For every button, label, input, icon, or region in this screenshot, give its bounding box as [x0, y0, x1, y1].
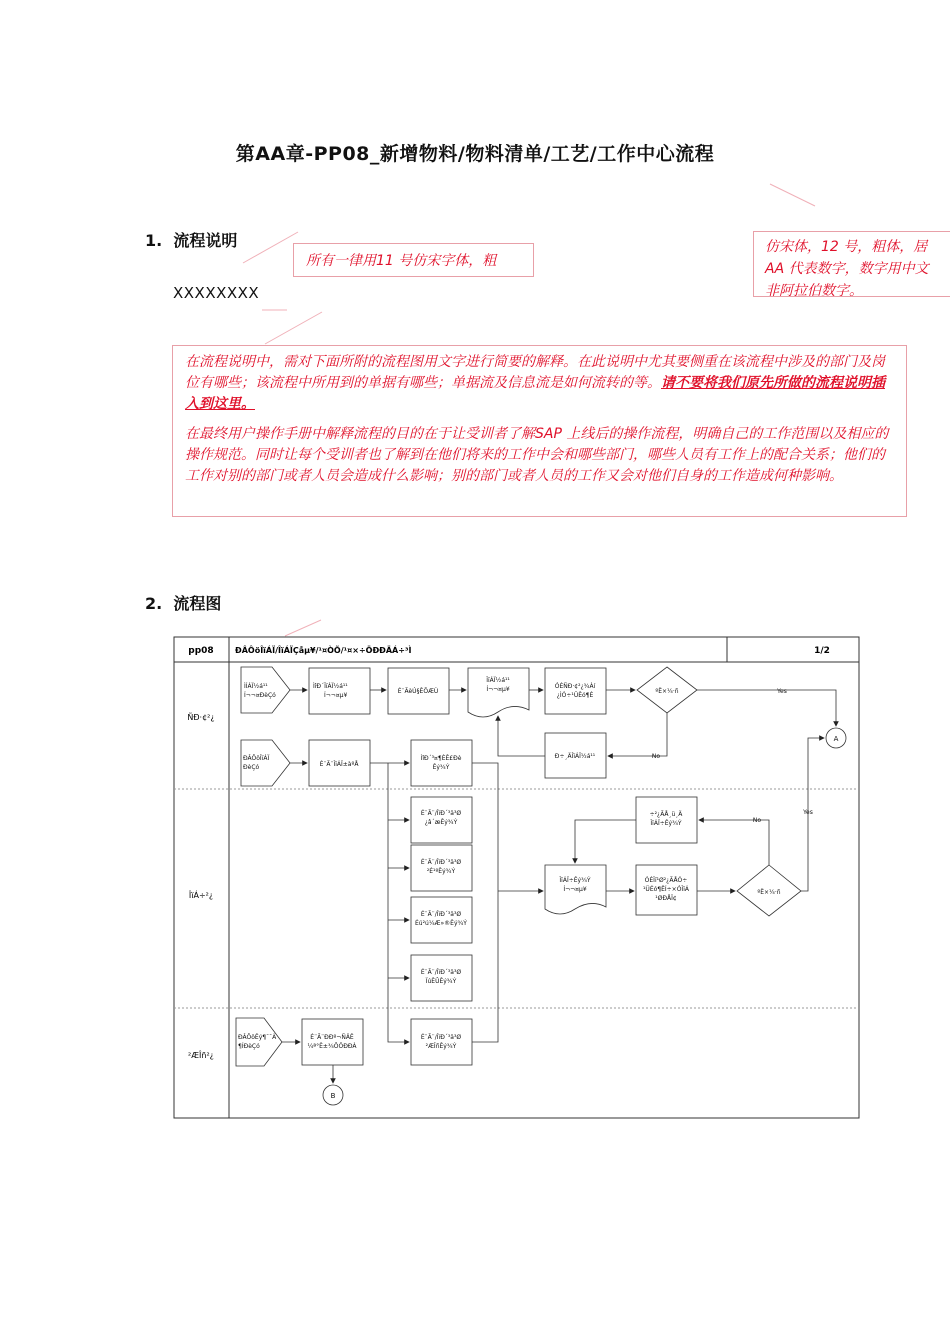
process-shape-review: [545, 668, 606, 714]
no1-label: No: [651, 753, 661, 760]
start3-label: ¶ÍÐèÇó: [238, 1043, 260, 1050]
start-shape-new-material: [241, 740, 290, 786]
process-shape-finance-data: [411, 1019, 472, 1065]
flowchart-title: ÐÂÔöÎïÁÏ/ÎïÁÏÇåµ¥/¹¤ÒÕ/¹¤×÷ÖÐÐÄÁ÷³Ì: [235, 646, 412, 655]
proc6-label: ÎïÁÏ÷Êý¾Ý: [650, 820, 682, 827]
start-shape-finance: [236, 1018, 282, 1066]
proc7-label: ÓÉÎï¹Ø²¿ÃÅÓ÷: [644, 877, 688, 884]
flowchart-page: 1/2: [814, 646, 830, 656]
mm5-label: É¨Ã¨/ÎïÐ´³ä³Ø: [420, 1034, 462, 1041]
flowchart-frame: [174, 637, 859, 1118]
proc7-label: ¹ØÐÅÏ¢: [655, 895, 677, 902]
process-shape-finance-calc: [302, 1019, 363, 1065]
explanation-para1-text: 在流程说明中，需对下面所附的流程图用文字进行简要的解释。在此说明中尤其要侧重在该流程中涉及的部门及岗位有哪些；该流程中所用到的单据有哪些；单据流及信息流是如何流转的等。: [185, 354, 885, 391]
wave1-label: Í¬¬¤µ¥: [486, 686, 510, 693]
start2-label: ÐèÇó: [243, 764, 260, 771]
section2-title: 流程图: [173, 594, 222, 613]
decision2-label: ºË×¼·ñ: [757, 889, 781, 896]
lane-label-finance: ²ÆÎñ²¿: [188, 1051, 214, 1060]
mm1-label: ¿â´æÊý¾Ý: [424, 819, 458, 826]
yes2-label: Yes: [803, 809, 813, 816]
explanation-warning: 请不要将我们原先所做的流程说明插入到这里。: [185, 375, 885, 412]
doc1-label: Í¬¬¤µ¥: [324, 692, 348, 699]
connector-a-label: A: [833, 735, 839, 743]
proc1-label: É¨ÃèÚ§ÊÕÆÙ: [397, 688, 439, 695]
wave2-label: ÎïÁÏ÷Êý¾Ý: [559, 877, 591, 884]
connector-b-label: B: [330, 1092, 336, 1100]
proc8-label: ¼ª°Ê±¾ÔÖÐÐÀ: [307, 1043, 357, 1050]
font-note: 所有一律用11 号仿宋字体，粗: [306, 253, 497, 269]
proc8-label: É¨Ã¨ÐÐº¬ÑÄÊ: [310, 1034, 354, 1041]
explanation-para2: 在最终用户操作手册中解释流程的目的在于让受训者了解SAP 上线后的操作流程，明确自己的工作范围以及相应的操作规范。同时让每个受训者也了解到在他们将来的工作中会和哪些部门，哪些人员有工作上的配合关系；他们的工作对别的部门或者人员会造成什么影响；别的部门或者人员的工作又会对他们自身的工作造成何种影响。: [185, 426, 889, 484]
mm1-label: É¨Ã¨/ÎïÐ´³ä³Ø: [420, 810, 462, 817]
start1-label: Í¬¬¤ÐèÇó: [244, 692, 276, 699]
number-note-line: 仿宋体，12 号，粗体，居: [765, 239, 928, 255]
process-shape-fill-data: [411, 740, 472, 786]
yes1-label: Yes: [777, 688, 787, 695]
placeholder-text: XXXXXXXX: [173, 284, 260, 302]
page-title: 第AA章-PP08_新增物料/物料清单/工艺/工作中心流程: [235, 143, 715, 165]
doc1-label: ÌîÐ´ÎïÁÏ½á¹¹: [313, 683, 348, 690]
mm3-label: Éú²ú¼Æ»®Êý¾Ý: [415, 920, 467, 927]
section1-title: 流程说明: [173, 231, 238, 250]
start1-label: ÌÍÁÏ½á¹¹: [244, 683, 268, 690]
section1-number: 1.: [145, 231, 163, 250]
proc5-label: ÌîÐ´³¤¶ÈÊ£Ðè: [420, 755, 462, 762]
mm2-label: É¨Ã¨/ÎïÐ´³ä³Ø: [420, 859, 462, 866]
proc2-label: ¿ÌÓ÷¹ÜÊó¶É: [556, 692, 594, 699]
proc7-label: ¹ÜÉó¶ËÍ÷×ÓÎïÁ: [643, 886, 689, 893]
decision1-label: ºË×¼·ñ: [655, 688, 679, 695]
no2-label: No: [752, 817, 762, 824]
proc3-label: Ð÷¸ÄÎïÁÏ½á¹¹: [554, 753, 596, 760]
number-note-line: 非阿拉伯数字。: [765, 283, 863, 297]
start-shape-structure: [241, 667, 290, 713]
mm3-label: É¨Ã¨/ÎïÐ´³ä³Ø: [420, 911, 462, 918]
wave2-label: Í¬¬¤µ¥: [563, 886, 587, 893]
mm4-label: É¨Ã¨/ÎïÐ´³ä³Ø: [420, 969, 462, 976]
lane-label-logistics: ÎïÁ÷²¿: [188, 891, 214, 900]
mm5-label: ²ÆÎñÊý¾Ý: [425, 1043, 457, 1050]
wave1-label: ÎïÁÏ½á¹¹: [486, 677, 510, 684]
mm2-label: ²É¹ºÊý¾Ý: [426, 868, 456, 875]
proc6-label: ÷²¿ÃÅ¸ü¸Ä: [649, 811, 683, 818]
start2-label: ÐÂÔöÎïÁÏ: [243, 755, 270, 762]
doc-shape-fill-form: [309, 668, 370, 714]
lane-label-rd: ÑÐ·¢²¿: [187, 713, 215, 722]
proc2-label: ÓÉÑÐ·¢²¿¾Àí: [554, 683, 596, 690]
section2-number: 2.: [145, 594, 163, 613]
proc5-label: Êý¾Ý: [432, 764, 450, 771]
number-note-line: AA 代表数字，数字用中文: [765, 261, 929, 277]
start3-label: ÐÂÔöÊý¶¯¯À: [238, 1034, 277, 1041]
flowchart-id: pp08: [188, 646, 214, 656]
proc4-label: É¨Ã¨ÎïÁÏ±àºÅ: [319, 761, 359, 768]
mm4-label: ÏúÊÛÊý¾Ý: [425, 978, 457, 985]
